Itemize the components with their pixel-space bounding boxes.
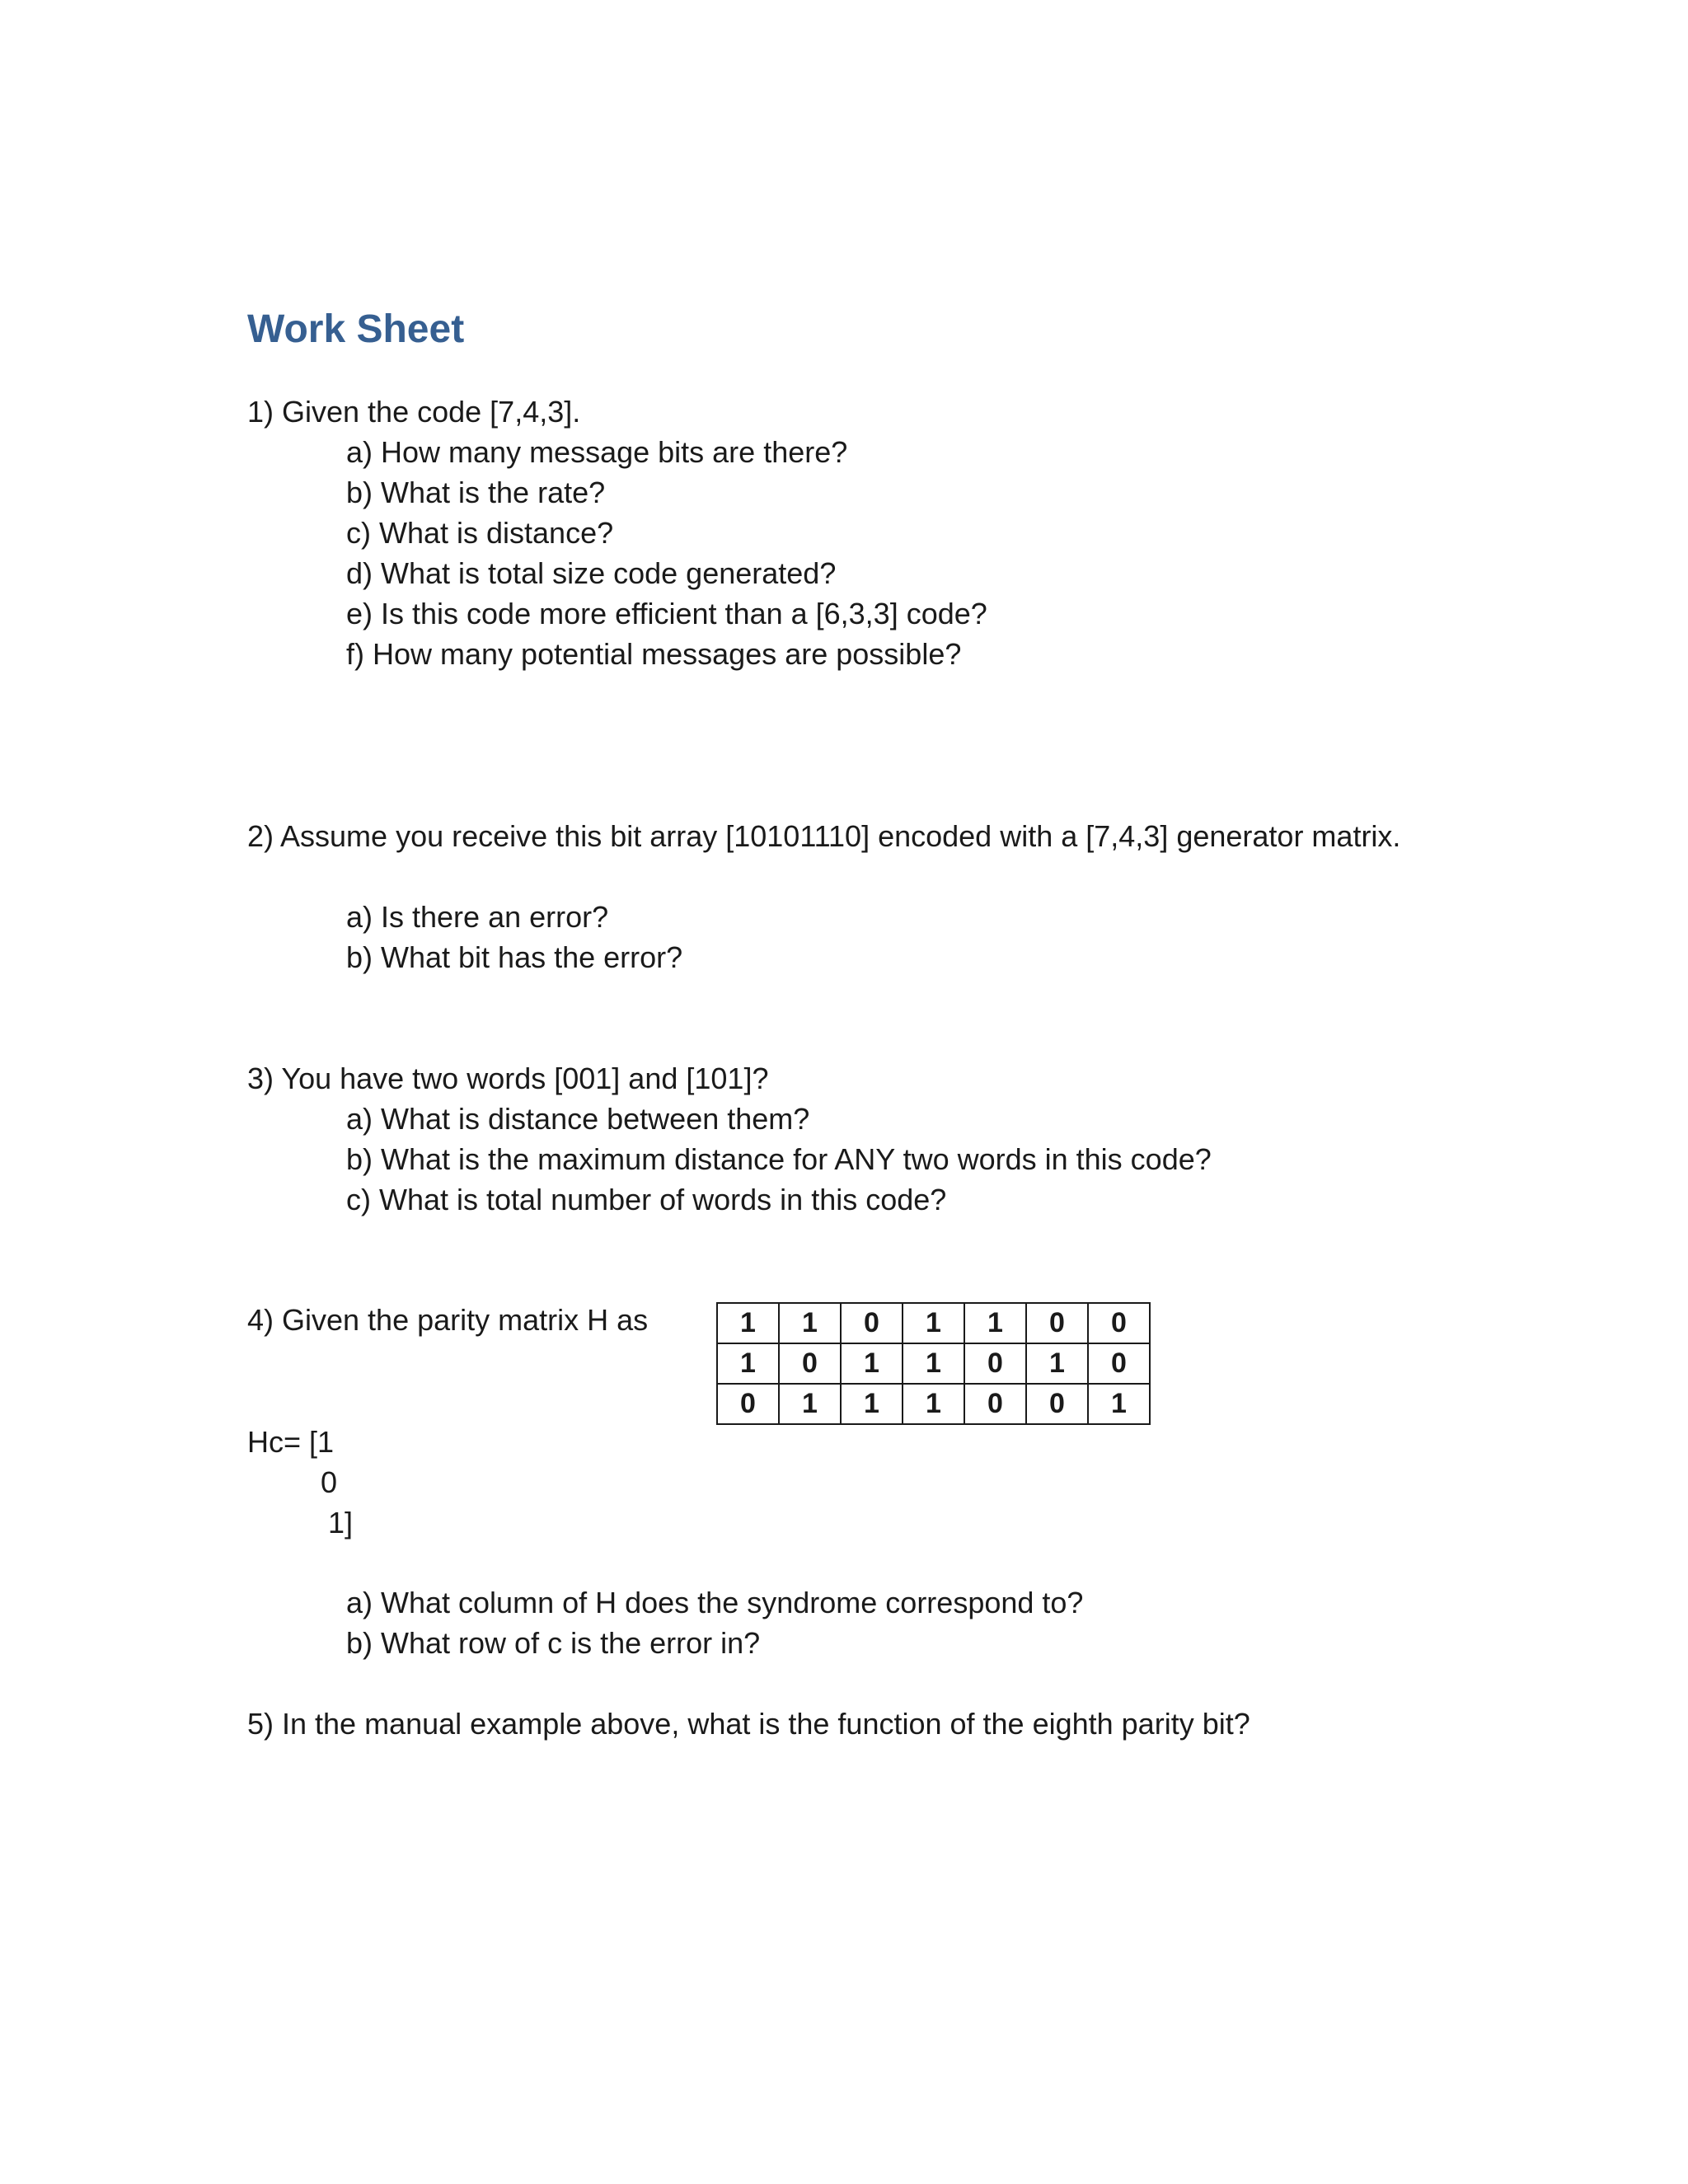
question-3-part-b: b) What is the maximum distance for ANY two words in this code? bbox=[346, 1142, 1212, 1176]
question-4-part-a: a) What column of H does the syndrome correspond to? bbox=[346, 1586, 1084, 1619]
matrix-cell: 1 bbox=[717, 1343, 779, 1384]
page-title: Work Sheet bbox=[247, 307, 465, 351]
matrix-row bbox=[717, 1303, 1150, 1343]
question-1-part-b: b) What is the rate? bbox=[346, 476, 606, 509]
matrix-cell: 0 bbox=[779, 1343, 841, 1384]
matrix-cell: 1 bbox=[779, 1384, 841, 1424]
matrix-cell: 0 bbox=[841, 1303, 903, 1343]
matrix-cell: 1 bbox=[903, 1343, 964, 1384]
question-3-stem: 3) You have two words [001] and [101]? bbox=[247, 1062, 769, 1095]
question-1-part-d: d) What is total size code generated? bbox=[346, 556, 837, 590]
matrix-cell: 1 bbox=[1088, 1384, 1150, 1424]
question-1-part-c: c) What is distance? bbox=[346, 516, 614, 550]
parity-matrix-h bbox=[716, 1302, 1151, 1425]
question-2-stem: 2) Assume you receive this bit array [10101110] encoded with a [7,4,3] generator matrix. bbox=[247, 819, 1401, 853]
matrix-cell: 1 bbox=[903, 1384, 964, 1424]
question-1-part-e: e) Is this code more efficient than a [6,3,3] code? bbox=[346, 597, 987, 630]
question-1-stem: 1) Given the code [7,4,3]. bbox=[247, 395, 581, 429]
matrix-cell: 0 bbox=[964, 1343, 1026, 1384]
question-1-part-a: a) How many message bits are there? bbox=[346, 435, 848, 469]
question-2-part-b: b) What bit has the error? bbox=[346, 940, 683, 974]
matrix-cell: 1 bbox=[779, 1303, 841, 1343]
question-1-part-f: f) How many potential messages are possible? bbox=[346, 637, 962, 671]
question-3-part-c: c) What is total number of words in this code? bbox=[346, 1183, 947, 1216]
matrix-cell: 1 bbox=[964, 1303, 1026, 1343]
hc-line-1: Hc= [1 bbox=[247, 1425, 335, 1459]
hc-line-3: 1] bbox=[328, 1506, 354, 1540]
matrix-cell: 0 bbox=[964, 1384, 1026, 1424]
matrix-cell: 0 bbox=[717, 1384, 779, 1424]
matrix-row bbox=[717, 1384, 1150, 1424]
question-3-part-a: a) What is distance between them? bbox=[346, 1102, 810, 1136]
matrix-cell: 1 bbox=[903, 1303, 964, 1343]
matrix-cell: 0 bbox=[1088, 1343, 1150, 1384]
question-5-stem: 5) In the manual example above, what is the function of the eighth parity bit? bbox=[247, 1707, 1250, 1741]
question-4-part-b: b) What row of c is the error in? bbox=[346, 1626, 761, 1660]
hc-line-2: 0 bbox=[321, 1465, 338, 1499]
question-4-stem: 4) Given the parity matrix H as bbox=[247, 1303, 649, 1337]
matrix-cell: 1 bbox=[717, 1303, 779, 1343]
matrix-cell: 0 bbox=[1026, 1303, 1088, 1343]
matrix-row bbox=[717, 1343, 1150, 1384]
matrix-cell: 1 bbox=[841, 1343, 903, 1384]
matrix-cell: 0 bbox=[1088, 1303, 1150, 1343]
question-2-part-a: a) Is there an error? bbox=[346, 900, 609, 934]
matrix-cell: 1 bbox=[1026, 1343, 1088, 1384]
matrix-cell: 0 bbox=[1026, 1384, 1088, 1424]
matrix-cell: 1 bbox=[841, 1384, 903, 1424]
